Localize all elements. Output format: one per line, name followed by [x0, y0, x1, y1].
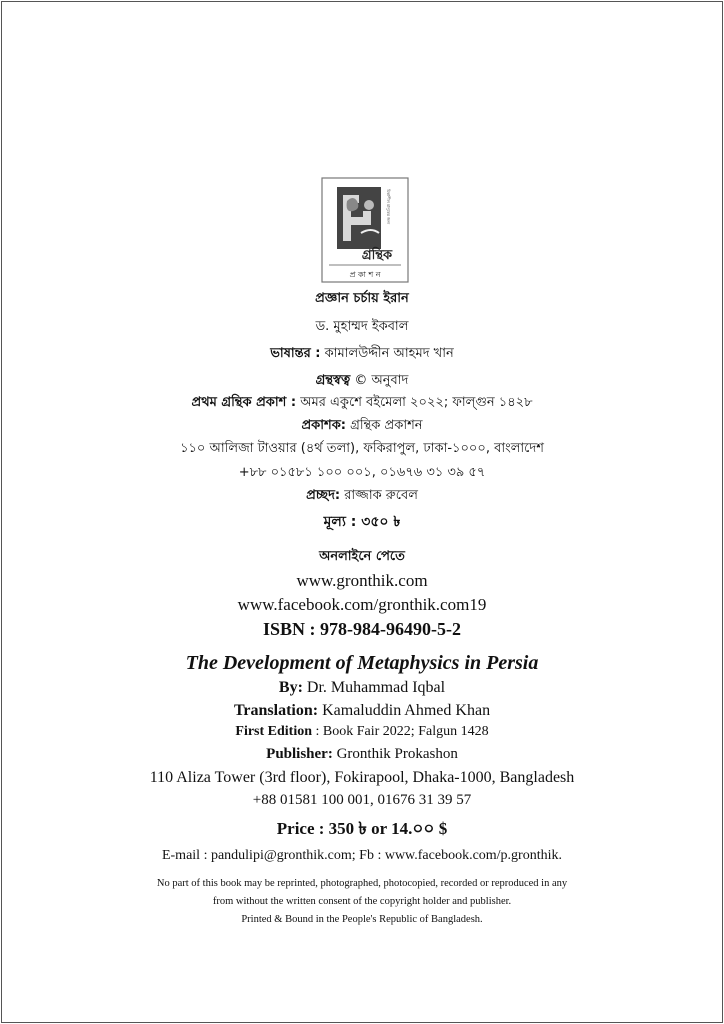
isbn: ISBN : 978-984-96490-5-2: [263, 619, 461, 639]
copyright-page: [1, 1, 723, 1023]
website-link[interactable]: www.gronthik.com: [296, 571, 428, 590]
en-phone: +88 01581 100 001, 01676 31 39 57: [252, 792, 472, 808]
en-address: 110 Aliza Tower (3rd floor), Fokirapool, Dhaka-1000, Bangladesh: [149, 769, 575, 786]
bn-price: মূল্য : ৩৫০ ৳: [323, 514, 401, 530]
bn-first-edition: প্রথম গ্রন্থিক প্রকাশ : অমর একুশে বইমেলা ২০২২; ফাল্গুন ১৪২৮: [191, 395, 533, 410]
publisher-logo: [321, 177, 409, 283]
notice-line-3: Printed & Bound in the People's Republic of Bangladesh.: [241, 914, 483, 925]
en-title: The Development of Metaphysics in Persia: [185, 652, 539, 674]
bn-online: অনলাইনে পেতে: [319, 549, 405, 564]
bn-address: ১১০ আলিজা টাওয়ার (৪র্থ তলা), ফকিরাপুল, ঢাকা-১০০০, বাংলাদেশ: [180, 441, 544, 456]
en-translation: Translation: Kamaluddin Ahmed Khan: [233, 702, 491, 719]
publisher-logo-mark: [321, 177, 409, 283]
en-contact: E-mail : pandulipi@gronthik.com; Fb : www.facebook.com/p.gronthik.: [161, 848, 563, 863]
logo-caption: প্র কা শ ন: [349, 270, 381, 279]
en-first-edition: First Edition : Book Fair 2022; Falgun 1428: [235, 724, 489, 739]
en-author: By: Dr. Muhammad Iqbal: [278, 679, 446, 696]
bn-title: প্রজ্ঞান চর্চায় ইরান: [315, 291, 409, 306]
facebook-link[interactable]: www.facebook.com/gronthik.com19: [237, 595, 487, 614]
notice-line-2: from without the written consent of the copyright holder and publisher.: [212, 896, 512, 907]
bn-publisher: প্রকাশক: গ্রন্থিক প্রকাশন: [301, 418, 423, 433]
bn-translation: ভাষান্তর : কামালউদ্দীন আহমদ খান: [270, 346, 454, 361]
en-price: Price : 350 ৳ or 14.০০ $: [276, 819, 448, 838]
logo-tagline: চিন্তাশীল মানুষের জন্য: [386, 189, 391, 225]
bn-phone: +৮৮ ০১৫৮১ ১০০ ০০১, ০১৬৭৬ ৩১ ৩৯ ৫৭: [238, 465, 486, 480]
notice-line-1: No part of this book may be reprinted, photographed, photocopied, recorded or reproduced in any: [156, 878, 568, 889]
bn-cover: প্রচ্ছদ: রাজ্জাক রুবেল: [306, 488, 418, 503]
logo-script-name: গ্রন্থিক: [361, 248, 393, 263]
bn-author: ড. মুহাম্মদ ইকবাল: [315, 319, 409, 334]
en-publisher: Publisher: Gronthik Prokashon: [266, 746, 458, 762]
bn-copyright: গ্রন্থস্বত্ব © অনুবাদ: [315, 373, 409, 388]
